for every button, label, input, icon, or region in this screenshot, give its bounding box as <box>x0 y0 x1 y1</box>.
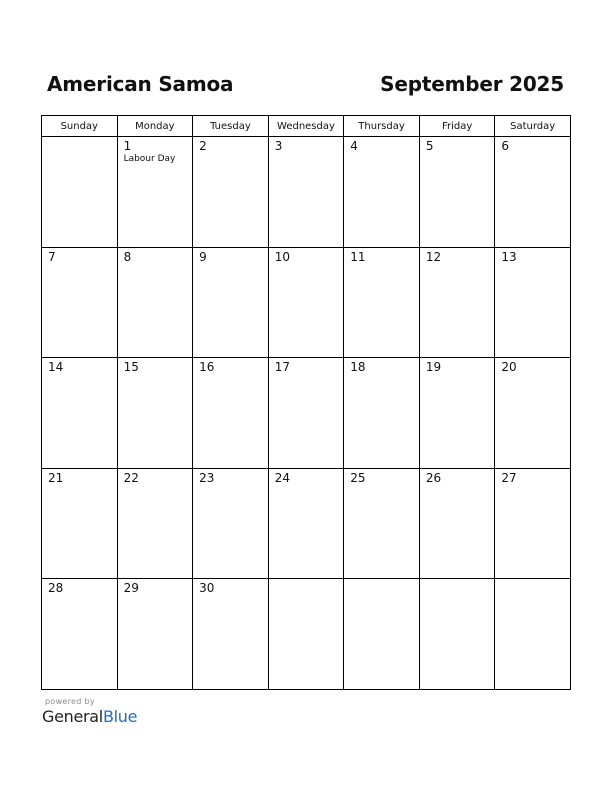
powered-by-text: powered by <box>45 697 95 706</box>
day-number: 10 <box>274 249 290 264</box>
week-row-3 <box>42 358 571 469</box>
day-cell <box>193 579 269 690</box>
day-number: 15 <box>123 360 139 375</box>
day-number <box>42 137 117 140</box>
day-number: 30 <box>199 581 215 596</box>
day-cell <box>268 468 344 579</box>
day-number: 20 <box>501 360 517 375</box>
day-cell <box>344 468 420 579</box>
day-cell <box>268 247 344 358</box>
weekday-sunday: Sunday <box>42 116 118 137</box>
day-number: 11 <box>350 249 366 264</box>
day-number: 19 <box>425 360 442 375</box>
weekday-tuesday: Tuesday <box>193 116 269 137</box>
day-number: 17 <box>274 360 290 375</box>
weekday-saturday: Saturday <box>495 116 571 137</box>
day-number: 23 <box>199 470 215 485</box>
day-number: 25 <box>350 470 366 485</box>
week-row-2 <box>42 247 571 358</box>
day-cell <box>495 579 571 690</box>
day-cell <box>117 247 193 358</box>
day-number: 14 <box>48 360 64 375</box>
weekday-friday: Friday <box>419 116 495 137</box>
day-cell <box>268 579 344 690</box>
day-cell <box>42 137 118 248</box>
day-number: 7 <box>48 249 56 264</box>
day-number: 29 <box>123 581 139 596</box>
brand-logo[interactable] <box>42 707 137 726</box>
day-cell <box>419 468 495 579</box>
day-cell <box>495 247 571 358</box>
day-cell <box>268 137 344 248</box>
day-cell <box>495 137 571 248</box>
day-number: 28 <box>48 581 64 596</box>
day-cell <box>193 137 269 248</box>
day-number: 9 <box>199 249 207 264</box>
day-cell <box>268 358 344 469</box>
day-cell <box>193 358 269 469</box>
day-cell <box>344 358 420 469</box>
week-row-1 <box>42 137 571 248</box>
day-cell <box>344 247 420 358</box>
day-number: 18 <box>350 360 366 375</box>
day-cell <box>117 358 193 469</box>
day-cell <box>344 579 420 690</box>
day-cell <box>193 247 269 358</box>
day-number: 21 <box>48 470 64 485</box>
country-title: American Samoa <box>47 72 234 96</box>
day-number: 6 <box>501 139 510 153</box>
day-cell <box>42 579 118 690</box>
day-number: 12 <box>425 249 442 264</box>
day-cell <box>344 137 420 248</box>
calendar-grid <box>41 115 571 690</box>
holiday-label: Labour Day <box>123 154 176 164</box>
day-cell <box>117 579 193 690</box>
day-cell <box>495 468 571 579</box>
day-cell <box>419 579 495 690</box>
day-number: 13 <box>501 249 517 264</box>
day-number: 27 <box>501 470 517 485</box>
day-cell <box>42 247 118 358</box>
day-cell <box>419 247 495 358</box>
weekday-header-row <box>42 116 571 137</box>
day-cell <box>419 358 495 469</box>
day-number: 3 <box>274 139 283 153</box>
brand-blue-text: Blue <box>102 707 138 726</box>
day-cell <box>419 137 495 248</box>
day-cell <box>193 468 269 579</box>
day-number: 26 <box>425 470 442 485</box>
day-number: 4 <box>350 139 358 153</box>
week-row-5 <box>42 579 571 690</box>
day-number: 8 <box>123 249 132 264</box>
day-number: 16 <box>199 360 215 375</box>
footer-branding <box>42 697 137 726</box>
day-number: 1 <box>123 139 132 153</box>
brand-general-text: General <box>42 707 103 726</box>
weekday-monday: Monday <box>117 116 193 137</box>
day-number: 5 <box>425 139 434 153</box>
weekday-wednesday: Wednesday <box>268 116 344 137</box>
week-row-4 <box>42 468 571 579</box>
day-number: 22 <box>123 470 139 485</box>
day-cell <box>42 468 118 579</box>
month-year-title: September 2025 <box>380 72 564 96</box>
day-cell <box>42 358 118 469</box>
day-cell <box>117 468 193 579</box>
day-number: 2 <box>199 139 207 153</box>
weekday-thursday: Thursday <box>344 116 420 137</box>
day-number: 24 <box>274 470 290 485</box>
day-cell <box>117 137 193 248</box>
day-cell <box>495 358 571 469</box>
